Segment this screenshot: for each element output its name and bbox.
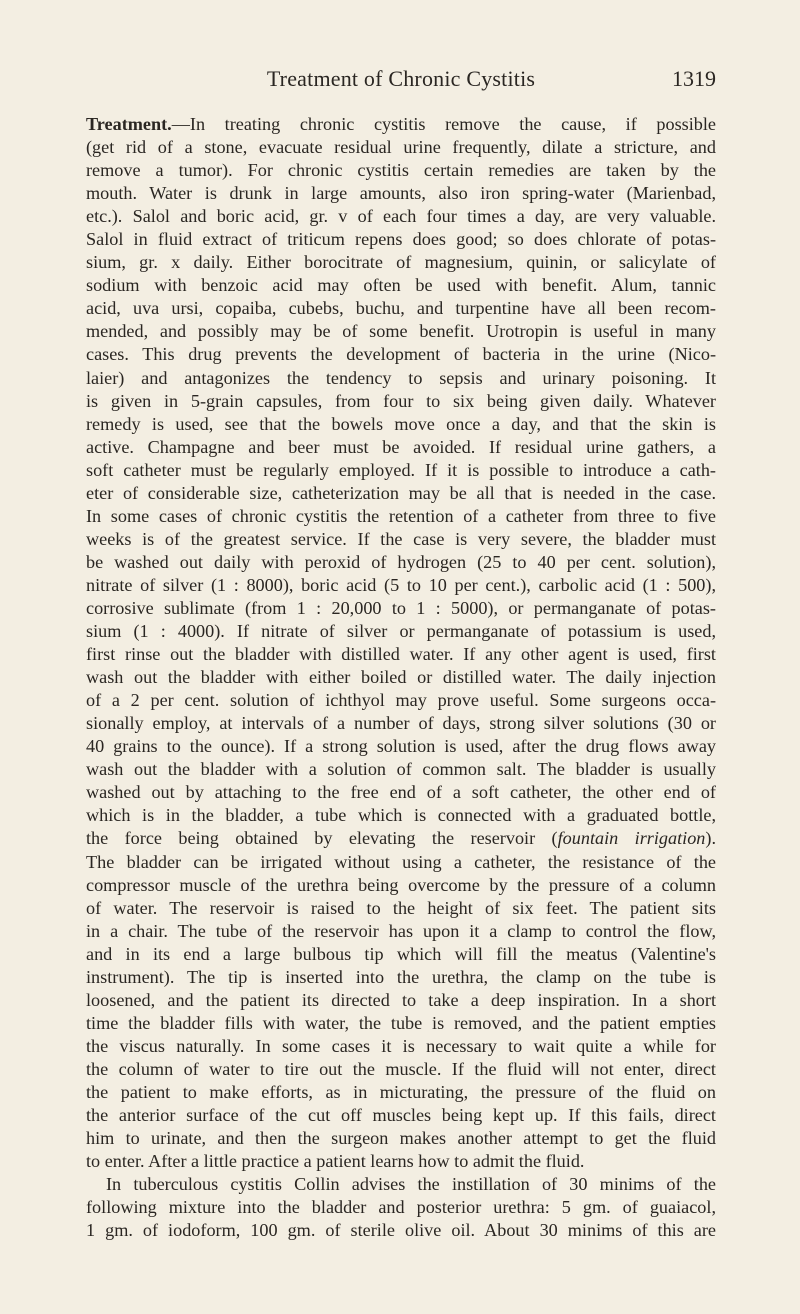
text-line: sium, gr. x daily. Either borocitrate of magnesium, quinin, or salicylate of [86, 252, 716, 273]
text-line: Salol in fluid extract of triticum repens does good; so does chlorate of potas- [86, 229, 716, 250]
text-line: sium (1 : 4000). If nitrate of silver or permanganate of potassium is used, [86, 621, 716, 642]
text-line: weeks is of the greatest service. If the case is very severe, the bladder must [86, 528, 716, 549]
text-line: corrosive sublimate (from 1 : 20,000 to 1 : 5000), or permanganate of potas- [86, 597, 716, 618]
text-line: the patient to make efforts, as in micturating, the pressure of the fluid on [86, 1081, 716, 1102]
text-line: compressor muscle of the urethra being overcome by the pressure of a column [86, 874, 716, 895]
text-line: the force being obtained by elevating the reservoir (fountain irrigation). [86, 828, 716, 849]
text-line: instrument). The tip is inserted into the urethra, the clamp on the tube is [86, 966, 716, 987]
text-line: is given in 5-grain capsules, from four to six being given daily. Whatever [86, 390, 716, 411]
running-title: Treatment of Chronic Cystitis [266, 66, 536, 91]
text-line: Treatment.—In treating chronic cystitis remove the cause, if possible [86, 114, 716, 134]
text-line: the anterior surface of the cut off muscles being kept up. If this fails, direct [86, 1105, 716, 1126]
text-line: wash out the bladder with a solution of common salt. The bladder is usually [86, 759, 716, 780]
text-line: 1 gm. of iodoform, 100 gm. of sterile olive oil. About 30 minims of this are [86, 1220, 716, 1241]
page-number: 1319 [672, 66, 716, 91]
italic-term: fountain irrigation [557, 828, 706, 849]
text-line: and in its end a large bulbous tip which will fill the meatus (Valentine's [86, 943, 716, 964]
text-line: him to urinate, and then the surgeon makes another attempt to get the fluid [86, 1128, 716, 1149]
text-line: to enter. After a little practice a patient learns how to admit the fluid. [86, 1151, 585, 1172]
text-line: mouth. Water is drunk in large amounts, also iron spring-water (Marienbad, [86, 183, 716, 204]
text-line: wash out the bladder with either boiled or distilled water. The daily injection [86, 667, 716, 688]
text-line: sionally employ, at intervals of a number of days, strong silver solutions (30 or [86, 713, 716, 734]
text-line: laier) and antagonizes the tendency to sepsis and urinary poisoning. It [86, 367, 716, 388]
text-line: loosened, and the patient its directed to take a deep inspiration. In a short [86, 989, 716, 1010]
text-line: of a 2 per cent. solution of ichthyol may prove useful. Some surgeons occa- [86, 690, 716, 711]
body-text [86, 113, 716, 1242]
text-line: acid, uva ursi, copaiba, cubebs, buchu, and turpentine have all been recom- [86, 298, 716, 319]
text-line: time the bladder fills with water, the tube is removed, and the patient empties [86, 1012, 716, 1033]
text-line: In some cases of chronic cystitis the retention of a catheter from three to five [86, 505, 716, 526]
text-line: which is in the bladder, a tube which is connected with a graduated bottle, [86, 805, 716, 826]
text-line: (get rid of a stone, evacuate residual urine frequently, dilate a stricture, and [86, 137, 716, 158]
text-line: cases. This drug prevents the development of bacteria in the urine (Nico- [86, 344, 716, 365]
text-line: remove a tumor). For chronic cystitis certain remedies are taken by the [86, 160, 716, 181]
text-line: etc.). Salol and boric acid, gr. v of each four times a day, are very valuable. [86, 206, 716, 227]
section-heading: Treatment. [86, 114, 172, 134]
text-line: following mixture into the bladder and posterior urethra: 5 gm. of guaiacol, [86, 1197, 716, 1218]
text-line: sodium with benzoic acid may often be used with benefit. Alum, tannic [86, 275, 716, 296]
text-line: washed out by attaching to the free end of a soft catheter, the other end of [86, 782, 716, 803]
text-line: In tuberculous cystitis Collin advises the instillation of 30 minims of the [106, 1174, 716, 1195]
text-line: be washed out daily with peroxid of hydrogen (25 to 40 per cent. solution), [86, 551, 716, 572]
text-line: of water. The reservoir is raised to the height of six feet. The patient sits [86, 897, 716, 918]
running-head [86, 66, 716, 102]
text-line: remedy is used, see that the bowels move once a day, and that the skin is [86, 413, 716, 434]
text-line: soft catheter must be regularly employed. If it is possible to introduce a cath- [86, 459, 716, 480]
text-line: first rinse out the bladder with distilled water. If any other agent is used, first [86, 644, 716, 665]
text-line: active. Champagne and beer must be avoided. If residual urine gathers, a [86, 436, 716, 457]
text-line: 40 grains to the ounce). If a strong solution is used, after the drug flows away [86, 736, 716, 757]
text-line: nitrate of silver (1 : 8000), boric acid (5 to 10 per cent.), carbolic acid (1 : 500), [86, 574, 716, 595]
text-line: the column of water to tire out the muscle. If the fluid will not enter, direct [86, 1058, 716, 1079]
text-line: in a chair. The tube of the reservoir has upon it a clamp to control the flow, [86, 920, 716, 941]
text-line: eter of considerable size, catheterization may be all that is needed in the case. [86, 482, 716, 503]
text-line: mended, and possibly may be of some benefit. Urotropin is useful in many [86, 321, 716, 342]
text-line: The bladder can be irrigated without using a catheter, the resistance of the [86, 851, 716, 872]
text-line: the viscus naturally. In some cases it is necessary to wait quite a while for [86, 1035, 716, 1056]
